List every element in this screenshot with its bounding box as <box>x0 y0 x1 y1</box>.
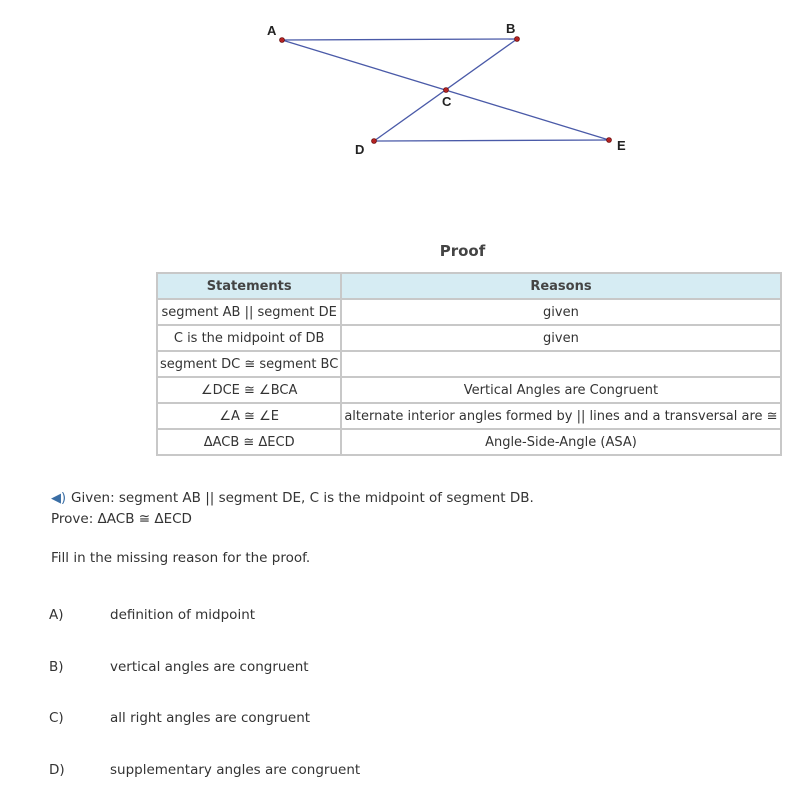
label-b: B <box>506 21 516 36</box>
speaker-icon[interactable]: ◀) <box>51 491 67 506</box>
choice-b[interactable] <box>49 659 309 675</box>
label-d: D <box>355 142 365 157</box>
reason-cell: alternate interior angles formed by || lines and a transversal are ≅ <box>341 403 780 429</box>
choice-text: vertical angles are congruent <box>110 659 309 675</box>
choice-text: all right angles are congruent <box>110 710 311 726</box>
statements-header: Statements <box>157 273 341 299</box>
statement-cell: segment AB || segment DE <box>157 299 341 325</box>
proof-row <box>157 429 781 455</box>
point-b <box>515 37 520 42</box>
proof-title: Proof <box>439 242 486 260</box>
given-text <box>51 490 534 506</box>
proof-row <box>157 403 781 429</box>
prove-text: Prove: ΔACB ≅ ΔECD <box>51 511 192 527</box>
choice-letter: D) <box>49 762 65 778</box>
proof-row <box>157 299 781 325</box>
proof-table <box>156 272 782 456</box>
choice-text: supplementary angles are congruent <box>110 762 361 778</box>
statement-cell: ∠DCE ≅ ∠BCA <box>157 377 341 403</box>
proof-row <box>157 351 781 377</box>
reason-cell <box>341 351 780 377</box>
given-label: Given: segment AB || segment DE, C is the midpoint of segment DB. <box>71 490 534 506</box>
choice-letter: C) <box>49 710 64 726</box>
choice-text: definition of midpoint <box>110 607 256 623</box>
label-a: A <box>267 23 277 38</box>
choice-a[interactable] <box>49 607 255 623</box>
geometry-diagram <box>0 0 787 200</box>
statement-cell: ∠A ≅ ∠E <box>157 403 341 429</box>
statement-cell: ΔACB ≅ ΔECD <box>157 429 341 455</box>
reason-cell: Angle-Side-Angle (ASA) <box>341 429 780 455</box>
reason-cell: Vertical Angles are Congruent <box>341 377 780 403</box>
reason-cell: given <box>341 325 780 351</box>
choice-d[interactable] <box>49 762 360 778</box>
label-e: E <box>617 138 626 153</box>
segment-ab <box>282 39 517 40</box>
reason-cell: given <box>341 299 780 325</box>
point-e <box>607 138 612 143</box>
point-a <box>280 38 285 43</box>
reasons-header: Reasons <box>341 273 780 299</box>
point-c <box>444 88 449 93</box>
instruction-text: Fill in the missing reason for the proof. <box>51 550 311 566</box>
choice-letter: A) <box>49 607 64 623</box>
proof-row <box>157 325 781 351</box>
proof-row <box>157 377 781 403</box>
point-d <box>372 139 377 144</box>
choice-letter: B) <box>49 659 64 675</box>
label-c: C <box>442 94 452 109</box>
statement-cell: C is the midpoint of DB <box>157 325 341 351</box>
segment-de <box>374 140 609 141</box>
statement-cell: segment DC ≅ segment BC <box>157 351 341 377</box>
choice-c[interactable] <box>49 710 310 726</box>
